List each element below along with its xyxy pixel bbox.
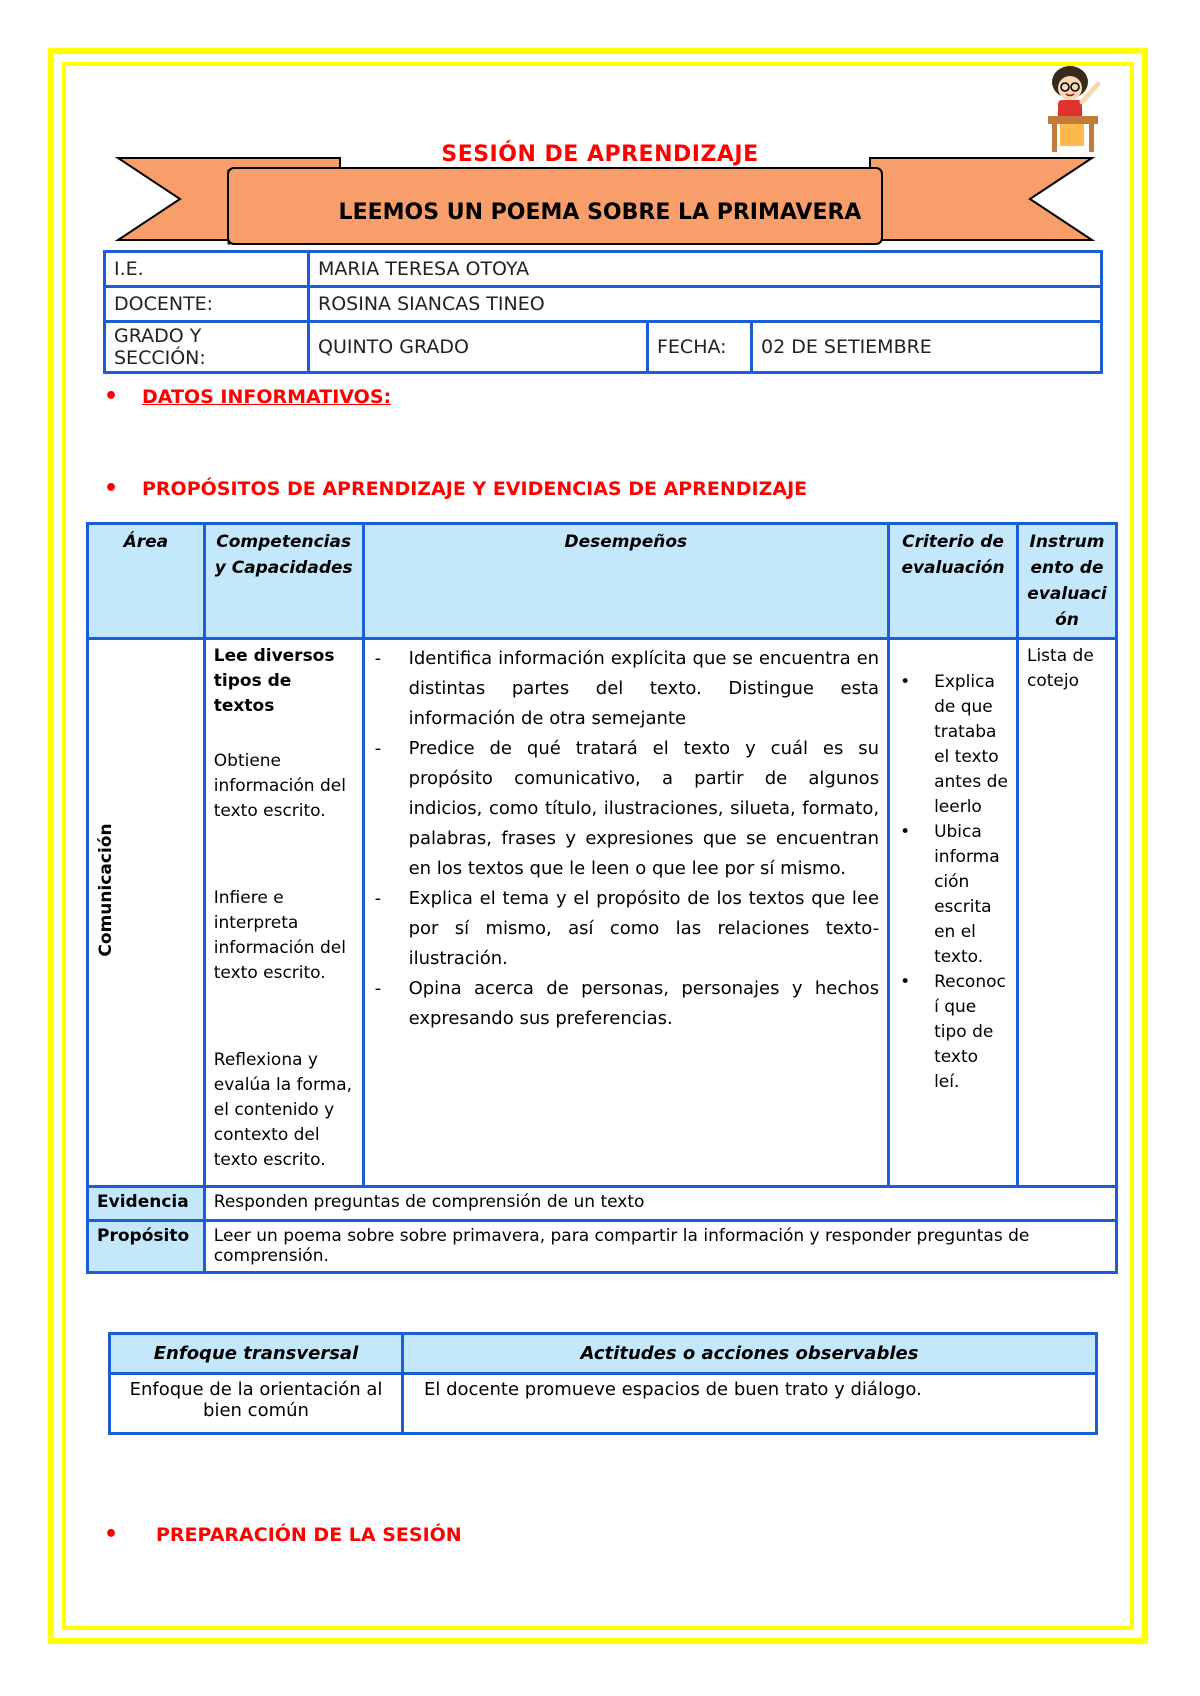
section-preparacion-label: PREPARACIÓN DE LA SESIÓN [156, 1524, 462, 1546]
ie-label: I.E. [105, 252, 309, 287]
proposito-label: Propósito [88, 1221, 205, 1273]
header-actitudes: Actitudes o acciones observables [403, 1334, 1097, 1374]
section-preparacion [104, 1522, 462, 1547]
capacidad-item: Infiere e interpreta información del texto escrito. [213, 888, 346, 983]
area-vertical-label [84, 780, 128, 1000]
bullet-icon: • [104, 1522, 119, 1547]
header-instrumento: Instrum ento de evaluaci ón [1017, 524, 1116, 639]
section-datos-label: DATOS INFORMATIVOS: [142, 386, 392, 408]
learning-purposes-table [86, 522, 1118, 1274]
header-competencias: Competencias y Capacidades [204, 524, 363, 639]
header-criterio: Criterio de evaluación [889, 524, 1018, 639]
criterio-list [898, 670, 1008, 1095]
header-enfoque: Enfoque transversal [110, 1334, 403, 1374]
criterio-item: • Ubica informa ción escrita en el texto. [934, 820, 1008, 970]
enfoque-value: Enfoque de la orientación al bien común [110, 1374, 403, 1434]
desempenos-cell [363, 639, 889, 1187]
actitudes-value: El docente promueve espacios de buen trato y diálogo. [403, 1374, 1097, 1434]
enfoque-table [108, 1332, 1098, 1435]
competencias-cell [204, 639, 363, 1187]
session-banner-title: LEEMOS UN POEMA SOBRE LA PRIMAVERA [338, 200, 862, 225]
criterio-cell [889, 639, 1018, 1187]
fecha-label: FECHA: [648, 322, 752, 373]
ie-value: MARIA TERESA OTOYA [309, 252, 1102, 287]
docente-value: ROSINA SIANCAS TINEO [309, 287, 1102, 322]
page-title: SESIÓN DE APRENDIZAJE [441, 142, 759, 167]
criterio-item: • Reconoc í que tipo de texto leí. [934, 970, 1008, 1095]
criterio-item: • Explica de que trataba el texto antes de leerlo [934, 670, 1008, 820]
evidencia-label: Evidencia [88, 1187, 205, 1221]
bullet-icon: • [104, 384, 119, 409]
desempeno-item: - Identifica información explícita que se encuentra en distintas partes del texto. Distingue esta información de otra semejante [409, 644, 880, 734]
desempeno-item: - Explica el tema y el propósito de los textos que lee por sí mismo, así como las relaciones texto-ilustración. [409, 884, 880, 974]
docente-label: DOCENTE: [105, 287, 309, 322]
grado-label: GRADO Y SECCIÓN: [105, 322, 309, 373]
capacidad-item: Obtiene información del texto escrito. [213, 751, 346, 821]
capacidad-item: Reflexiona y evalúa la forma, el contenido y contexto del texto escrito. [213, 1050, 353, 1170]
instrumento-cell: Lista de cotejo [1017, 639, 1116, 1187]
competencia-title: Lee diversos tipos de textos [213, 646, 335, 716]
desempenos-list [373, 644, 880, 1034]
section-propositos [104, 476, 808, 501]
header-area: Área [88, 524, 205, 639]
section-datos [104, 384, 392, 409]
proposito-value: Leer un poema sobre sobre primavera, para compartir la información y responder preguntas de comprensión. [204, 1221, 1116, 1273]
grado-value: QUINTO GRADO [309, 322, 648, 373]
desempeno-item: - Predice de qué tratará el texto y cuál es su propósito comunicativo, a partir de algunos indicios, como título, ilustraciones, silueta, formato, palabras, frases y expresiones que se encuentran en los textos que le leen o que lee por sí mismo. [409, 734, 880, 884]
section-propositos-label: PROPÓSITOS DE APRENDIZAJE Y EVIDENCIAS DE APRENDIZAJE [142, 478, 808, 500]
evidencia-value: Responden preguntas de comprensión de un texto [204, 1187, 1116, 1221]
desempeno-item: - Opina acerca de personas, personajes y hechos expresando sus preferencias. [409, 974, 880, 1034]
info-table [103, 250, 1103, 374]
header-desempenos: Desempeños [363, 524, 889, 639]
bullet-icon: • [104, 476, 119, 501]
fecha-value: 02 DE SETIEMBRE [752, 322, 1102, 373]
area-label: Comunicación [96, 823, 116, 957]
